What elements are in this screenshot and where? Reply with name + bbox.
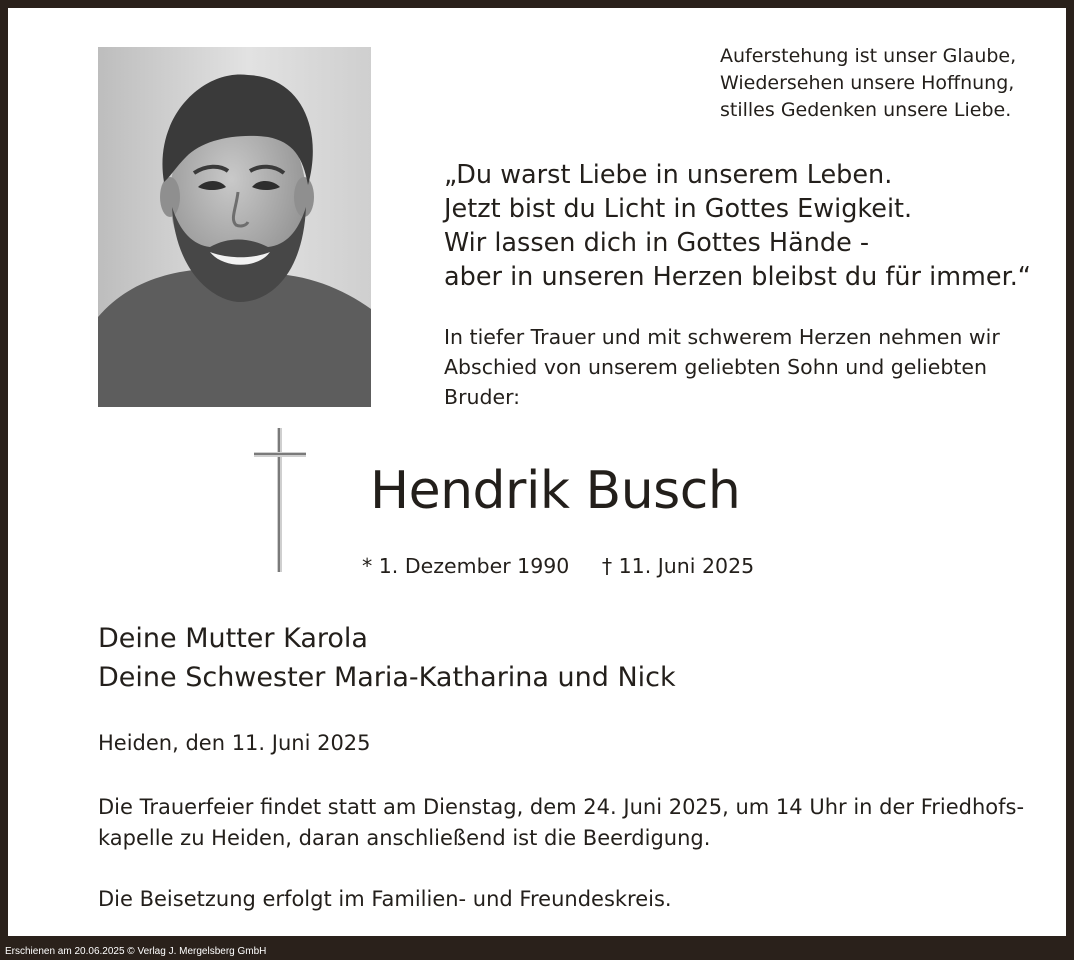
ceremony-info [98,792,1024,854]
intro-line: Abschied von unserem geliebten Sohn und geliebten [444,355,988,379]
burial-info: Die Beisetzung erfolgt im Familien- und Freundeskreis. [98,887,672,911]
quote-line: Wir lassen dich in Gottes Hände - [444,228,870,258]
motto-line: Auferstehung ist unser Glaube, [720,45,1017,67]
intro-line: In tiefer Trauer und mit schwerem Herzen nehmen wir [444,325,1000,349]
intro-line: Bruder: [444,385,521,409]
cross-icon [254,428,310,574]
quote-line: Jetzt bist du Licht in Gottes Ewigkeit. [444,194,913,224]
motto-line: Wiedersehen unsere Hoffnung, [720,72,1015,94]
ceremony-line: Die Trauerfeier findet statt am Dienstag, dem 24. Juni 2025, um 14 Uhr in der Friedhofs- [98,795,1025,819]
birth-date: * 1. Dezember 1990 [362,554,570,578]
mourners-list [98,619,676,697]
obituary-card [8,8,1066,936]
quote-line: aber in unseren Herzen bleibst du für immer.“ [444,262,1032,292]
publication-footer: Erschienen am 20.06.2025 © Verlag J. Mergelsberg GmbH [5,946,267,957]
memorial-quote [444,158,1031,294]
motto-verse [720,43,1016,124]
mourner-line: Deine Mutter Karola [98,623,368,654]
motto-line: stilles Gedenken unsere Liebe. [720,99,1012,121]
ceremony-line: kapelle zu Heiden, daran anschließend ist die Beerdigung. [98,826,711,850]
mourning-intro [444,322,1000,412]
quote-line: „Du warst Liebe in unserem Leben. [444,160,893,190]
place-date: Heiden, den 11. Juni 2025 [98,731,371,755]
deceased-name: Hendrik Busch [370,461,741,521]
mourner-line: Deine Schwester Maria-Katharina und Nick [98,662,676,693]
portrait-photo [98,47,371,407]
life-dates [362,551,754,581]
death-date: † 11. Juni 2025 [601,554,755,578]
portrait-illustration [98,47,371,407]
